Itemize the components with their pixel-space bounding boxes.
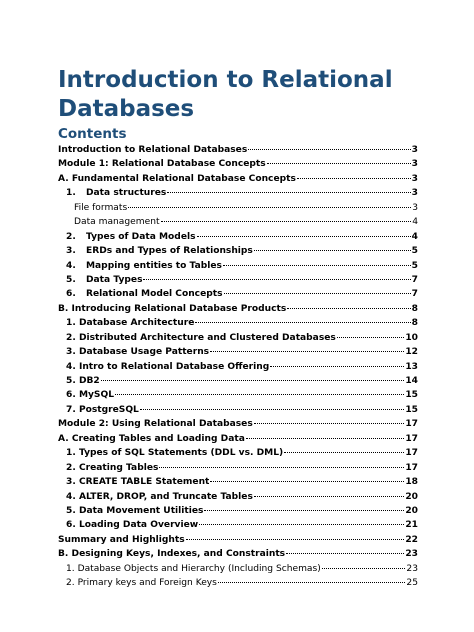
toc-entry[interactable]: 4. Intro to Relational Database Offering 13 [66,361,418,372]
toc-entry[interactable]: 3. CREATE TABLE Statement 18 [66,477,418,488]
toc-entry[interactable]: 1. Types of SQL Statements (DDL vs. DML) 17 [66,448,418,459]
toc-entry[interactable]: 2. Types of Data Models 4 [66,231,418,242]
toc-entry[interactable]: 6. Relational Model Concepts 7 [66,289,418,300]
toc-entry[interactable]: Summary and Highlights 22 [58,534,418,545]
document-title [58,66,393,124]
toc-entry[interactable]: File formats 3 [74,202,418,213]
document-title-line-2: Databases [58,96,195,122]
toc-entry[interactable]: 3. ERDs and Types of Relationships 5 [66,246,418,257]
toc-entry[interactable]: 6. Loading Data Overview 21 [66,520,418,531]
table-of-contents [58,143,418,591]
toc-entry[interactable]: 2. Primary keys and Foreign Keys 25 [66,578,418,589]
toc-entry[interactable]: 2. Creating Tables 17 [66,462,418,473]
toc-entry[interactable]: B. Designing Keys, Indexes, and Constraints 23 [58,549,418,560]
toc-entry[interactable]: 6. MySQL 15 [66,390,418,401]
document-title-line-1: Introduction to Relational [58,67,393,93]
toc-entry[interactable]: A. Fundamental Relational Database Concepts 3 [58,173,418,184]
contents-heading: Contents [58,126,127,142]
toc-entry[interactable]: Module 1: Relational Database Concepts 3 [58,159,418,170]
toc-entry[interactable]: Introduction to Relational Databases 3 [58,145,418,155]
toc-entry[interactable]: Module 2: Using Relational Databases 17 [58,419,418,430]
toc-entry[interactable]: 4. Mapping entities to Tables 5 [66,260,418,271]
toc-entry[interactable]: 5. DB2 14 [66,376,418,386]
toc-entry[interactable]: B. Introducing Relational Database Products 8 [58,303,418,314]
toc-entry[interactable]: 1. Database Architecture 8 [66,318,418,329]
toc-entry[interactable]: 1. Data structures 3 [66,188,418,199]
toc-entry[interactable]: 7. PostgreSQL 15 [66,404,418,415]
toc-entry[interactable]: 5. Data Types 7 [66,274,418,285]
toc-entry[interactable]: Data management 4 [74,217,418,228]
toc-entry[interactable]: 1. Database Objects and Hierarchy (Including Schemas) 23 [66,563,418,574]
toc-entry[interactable]: 5. Data Movement Utilities 20 [66,505,418,516]
toc-entry[interactable]: 4. ALTER, DROP, and Truncate Tables 20 [66,491,418,502]
toc-entry[interactable]: A. Creating Tables and Loading Data 17 [58,433,418,444]
toc-entry[interactable]: 3. Database Usage Patterns 12 [66,347,418,358]
toc-entry[interactable]: 2. Distributed Architecture and Clustered Databases 10 [66,332,418,343]
